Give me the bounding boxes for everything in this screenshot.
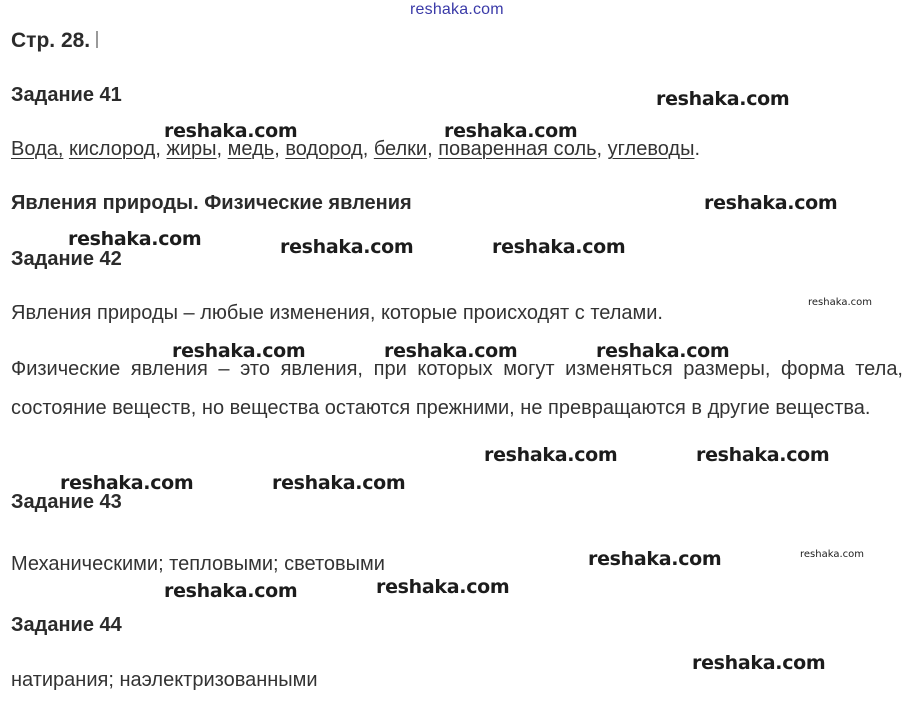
text-cursor (96, 31, 98, 48)
task-41-heading: Задание 41 (11, 84, 122, 106)
task-42-paragraph-1: Явления природы – любые изменения, которые происходят с телами. (11, 302, 663, 324)
site-link[interactable]: reshaka.com (410, 1, 504, 18)
watermark: reshaka.com (164, 580, 298, 602)
answer-comma: , (216, 138, 223, 160)
answer-item-salt: поваренная соль (438, 138, 597, 160)
watermark: reshaka.com (704, 192, 838, 214)
task-41-answer (11, 138, 700, 161)
section-heading: Явления природы. Физические явления (11, 192, 412, 214)
task-43-answer: Механическими; тепловыми; световыми (11, 553, 385, 575)
task-44-answer: натирания; наэлектризованными (11, 669, 318, 691)
watermark: reshaka.com (68, 228, 202, 250)
task-44-heading: Задание 44 (11, 614, 122, 636)
watermark-small: reshaka.com (800, 549, 864, 560)
watermark: reshaka.com (60, 472, 194, 494)
watermark: reshaka.com (484, 444, 618, 466)
answer-period: . (694, 138, 701, 160)
watermark: reshaka.com (588, 548, 722, 570)
answer-item-hydrogen: водород (285, 138, 363, 160)
watermark-small: reshaka.com (808, 297, 872, 308)
answer-item-oxygen: кислород (68, 138, 156, 160)
watermark: reshaka.com (492, 236, 626, 258)
watermark: reshaka.com (692, 652, 826, 674)
answer-item-copper: медь (227, 138, 275, 160)
page-title-text: Стр. 28. (11, 29, 91, 52)
page-title (11, 29, 98, 53)
task-42-heading: Задание 42 (11, 248, 122, 270)
watermark: reshaka.com (444, 120, 578, 142)
watermark: reshaka.com (596, 340, 730, 362)
watermark: reshaka.com (656, 88, 790, 110)
answer-item-carbohydrates: углеводы (607, 138, 695, 160)
answer-comma: , (155, 138, 161, 160)
answer-comma: , (427, 138, 433, 160)
watermark: reshaka.com (280, 236, 414, 258)
watermark: reshaka.com (696, 444, 830, 466)
answer-item-water: Вода, (11, 138, 64, 160)
answer-item-fats: жиры (166, 138, 217, 160)
answer-comma: , (596, 138, 603, 160)
watermark: reshaka.com (376, 576, 510, 598)
answer-comma: , (362, 138, 369, 160)
watermark: reshaka.com (384, 340, 518, 362)
task-42-paragraph-2: Физические явления – это явления, при которых могут изменяться размеры, форма тела, состояние веществ, но вещества остаются прежними, не превращаются в другие вещества. (11, 358, 903, 419)
task-43-heading: Задание 43 (11, 491, 122, 513)
watermark: reshaka.com (272, 472, 406, 494)
answer-comma: , (274, 138, 280, 160)
answer-item-proteins: белки (373, 138, 428, 160)
watermark: reshaka.com (164, 120, 298, 142)
watermark: reshaka.com (172, 340, 306, 362)
